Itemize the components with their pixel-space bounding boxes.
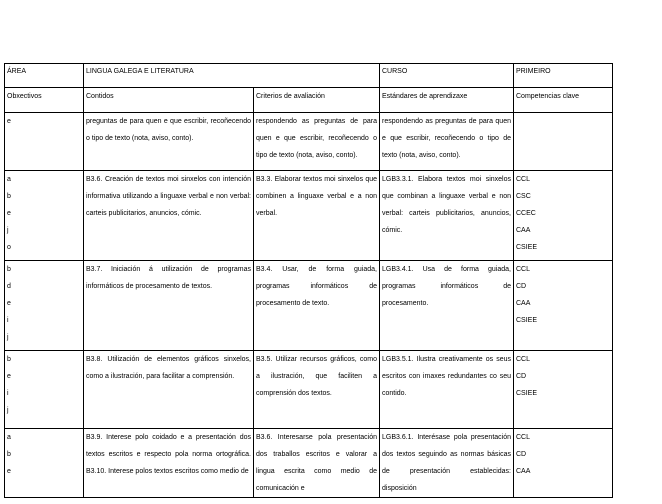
obxectivos-cell-item: i — [7, 390, 9, 397]
curriculum-table — [4, 63, 613, 498]
competencias-cell — [514, 171, 613, 261]
obxectivos-cell — [5, 261, 84, 351]
obxectivos-cell — [5, 351, 84, 429]
contidos-cell: B3.9. Interese polo coidado e a presentación dos textos escritos e respecto pola norma ortográfica. B3.10. Interese polos textos escritos como medio de — [84, 429, 254, 498]
estandares-cell: LGB3.3.1. Elabora textos moi sinxelos que combinan a linguaxe verbal e non verbal: carteis publicitarios, anuncios, cómic. — [380, 171, 514, 261]
contidos-cell: preguntas de para quen e que escribir, recoñecendo o tipo de texto (nota, aviso, conto). — [84, 113, 254, 171]
competencias-cell — [514, 351, 613, 429]
competencias-cell-item: CSIEE — [516, 390, 538, 397]
competencias-cell-item: CCL — [516, 266, 531, 273]
competencias-cell-item: CCL — [516, 434, 531, 441]
column-header-row — [5, 88, 613, 113]
competencias-cell — [514, 429, 613, 498]
competencias-cell-item: CD — [516, 451, 527, 458]
table-row — [5, 113, 613, 171]
table-body — [5, 113, 613, 498]
obxectivos-cell-item: j — [7, 334, 9, 341]
table-row — [5, 261, 613, 351]
curso-label: CURSO — [380, 64, 514, 88]
column-header-obxectivos: Obxectivos — [5, 88, 84, 113]
obxectivos-cell-item: j — [7, 407, 9, 414]
estandares-cell: LGB3.6.1. Interésase pola presentación dos textos seguindo as normas básicas de presentación establecidas: disposición — [380, 429, 514, 498]
estandares-cell: LGB3.5.1. Ilustra creativamente os seus escritos con imaxes redundantes co seu contido. — [380, 351, 514, 429]
area-value: LINGUA GALEGA E LITERATURA — [84, 64, 380, 88]
competencias-cell — [514, 113, 613, 171]
obxectivos-cell-item: b — [7, 356, 11, 363]
contidos-cell: B3.6. Creación de textos moi sinxelos con intención informativa utilizando a linguaxe verbal e non verbal: carteis publicitarios, anuncios, cómic. — [84, 171, 254, 261]
table-row — [5, 351, 613, 429]
obxectivos-cell — [5, 113, 84, 171]
area-label: ÁREA — [5, 64, 84, 88]
obxectivos-cell-item: a — [7, 434, 11, 441]
column-header-estandares: Estándares de aprendizaxe — [380, 88, 514, 113]
competencias-cell-item: CSIEE — [516, 317, 538, 324]
table-row — [5, 171, 613, 261]
table-row — [5, 429, 613, 498]
competencias-cell-item: CCL — [516, 176, 531, 183]
column-header-competencias: Competencias clave — [514, 88, 613, 113]
obxectivos-cell-item: b — [7, 451, 11, 458]
competencias-cell-item: CD — [516, 373, 527, 380]
competencias-cell-item: CSC — [516, 193, 531, 200]
obxectivos-cell-item: e — [7, 118, 11, 125]
obxectivos-cell-item: e — [7, 373, 11, 380]
criterios-cell: B3.3. Elaborar textos moi sinxelos que combinen a linguaxe verbal e a non verbal. — [254, 171, 380, 261]
competencias-cell-item: CCL — [516, 356, 531, 363]
criterios-cell: B3.6. Interesarse pola presentación dos traballos escritos e valorar a lingua escrita como medio de comunicación e — [254, 429, 380, 498]
obxectivos-cell-item: d — [7, 283, 11, 290]
competencias-cell-item: CAA — [516, 300, 531, 307]
competencias-cell — [514, 261, 613, 351]
obxectivos-cell — [5, 171, 84, 261]
obxectivos-cell-item: o — [7, 244, 11, 251]
estandares-cell: LGB3.4.1. Usa de forma guiada, programas informáticos de procesamento. — [380, 261, 514, 351]
column-header-contidos: Contidos — [84, 88, 254, 113]
contidos-cell: B3.8. Utilización de elementos gráficos sinxelos, como a ilustración, para facilitar a comprensión. — [84, 351, 254, 429]
competencias-cell-item: CAA — [516, 468, 531, 475]
competencias-cell-item: CAA — [516, 227, 531, 234]
obxectivos-cell-item: e — [7, 300, 11, 307]
criterios-cell: B3.4. Usar, de forma guiada, programas informáticos de procesamento de texto. — [254, 261, 380, 351]
estandares-cell: respondendo as preguntas de para quen e que escribir, recoñecendo o tipo de texto (nota, aviso, conto). — [380, 113, 514, 171]
criterios-cell: respondendo as preguntas de para quen e que escribir, recoñecendo o tipo de texto (nota, aviso, conto). — [254, 113, 380, 171]
competencias-cell-item: CSIEE — [516, 244, 538, 251]
curso-value: PRIMEIRO — [514, 64, 613, 88]
obxectivos-cell-item: j — [7, 227, 9, 234]
obxectivos-cell-item: e — [7, 210, 11, 217]
criterios-cell: B3.5. Utilizar recursos gráficos, como a ilustración, que faciliten a comprensión dos textos. — [254, 351, 380, 429]
obxectivos-cell-item: a — [7, 176, 11, 183]
competencias-cell-item: CD — [516, 283, 527, 290]
obxectivos-cell-item: b — [7, 193, 11, 200]
header-row — [5, 64, 613, 88]
obxectivos-cell-item: e — [7, 468, 11, 475]
contidos-cell: B3.7. Iniciación á utilización de programas informáticos de procesamento de textos. — [84, 261, 254, 351]
competencias-cell-item: CCEC — [516, 210, 536, 217]
column-header-criterios: Criterios de avaliación — [254, 88, 380, 113]
obxectivos-cell-item: i — [7, 317, 9, 324]
obxectivos-cell — [5, 429, 84, 498]
obxectivos-cell-item: b — [7, 266, 11, 273]
